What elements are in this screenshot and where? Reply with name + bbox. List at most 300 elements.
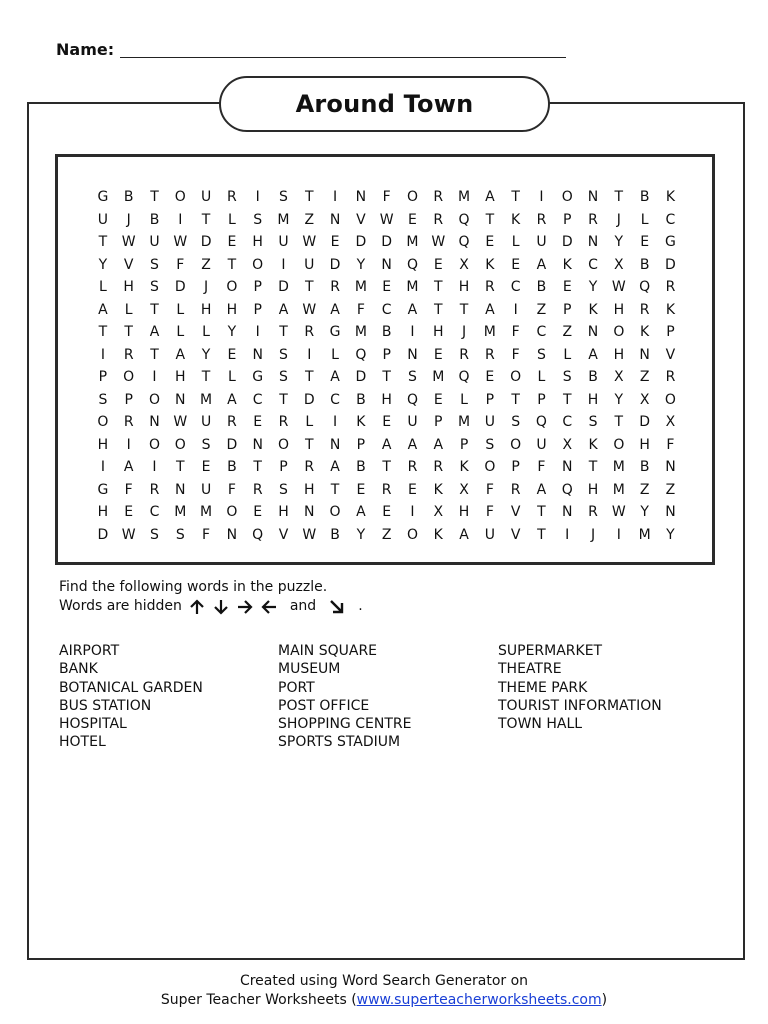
grid-letter[interactable]: O	[406, 189, 418, 205]
grid-letter[interactable]: I	[513, 301, 518, 318]
grid-letter[interactable]: D	[200, 234, 212, 250]
grid-letter[interactable]: C	[562, 414, 573, 430]
grid-letter[interactable]: O	[174, 189, 186, 205]
grid-letter[interactable]: T	[433, 301, 443, 318]
grid-letter[interactable]: U	[278, 234, 289, 250]
grid-letter[interactable]: H	[200, 301, 212, 318]
grid-letter[interactable]: B	[149, 211, 160, 228]
grid-letter[interactable]: Y	[640, 504, 649, 520]
grid-letter[interactable]: W	[611, 279, 626, 295]
grid-letter[interactable]: W	[431, 234, 446, 250]
grid-letter[interactable]: K	[433, 526, 443, 543]
grid-letter[interactable]: P	[382, 346, 391, 363]
grid-letter[interactable]: N	[587, 324, 599, 340]
grid-letter[interactable]: O	[329, 504, 341, 520]
grid-letter[interactable]: S	[150, 279, 159, 295]
grid-letter[interactable]: B	[356, 459, 366, 475]
grid-letter[interactable]: L	[563, 346, 572, 363]
grid-letter[interactable]: I	[178, 211, 183, 228]
grid-letter[interactable]: O	[148, 436, 160, 453]
grid-letter[interactable]: C	[510, 279, 521, 295]
grid-letter[interactable]: P	[98, 369, 108, 385]
grid-letter[interactable]: R	[407, 459, 418, 475]
grid-letter[interactable]: M	[174, 504, 187, 520]
grid-letter[interactable]: I	[281, 256, 286, 273]
grid-letter[interactable]: C	[665, 211, 676, 228]
grid-letter[interactable]: A	[536, 256, 547, 273]
grid-letter[interactable]: S	[279, 481, 288, 498]
grid-letter[interactable]: X	[614, 369, 624, 385]
grid-letter[interactable]: R	[227, 189, 237, 205]
grid-letter[interactable]: U	[407, 414, 418, 430]
grid-letter[interactable]: M	[354, 279, 367, 295]
grid-letter[interactable]: W	[121, 234, 136, 250]
grid-letter[interactable]: N	[329, 436, 341, 453]
grid-letter[interactable]: B	[330, 526, 340, 543]
grid-letter[interactable]: T	[485, 211, 495, 228]
grid-letter[interactable]: B	[227, 459, 237, 475]
grid-letter[interactable]: B	[639, 256, 650, 273]
grid-letter[interactable]: R	[123, 346, 134, 363]
grid-letter[interactable]: K	[562, 256, 572, 273]
grid-letter[interactable]: G	[665, 234, 676, 250]
grid-letter[interactable]: E	[485, 369, 495, 385]
grid-letter[interactable]: B	[381, 324, 392, 340]
grid-letter[interactable]: E	[433, 256, 443, 273]
grid-letter[interactable]: E	[408, 211, 417, 228]
grid-letter[interactable]: H	[381, 391, 392, 408]
grid-letter[interactable]: C	[149, 504, 160, 520]
grid-letter[interactable]: C	[252, 391, 263, 408]
grid-letter[interactable]: K	[640, 324, 650, 340]
grid-letter[interactable]: V	[510, 526, 521, 543]
grid-letter[interactable]: L	[227, 369, 236, 385]
grid-letter[interactable]: O	[561, 189, 573, 205]
grid-letter[interactable]: S	[408, 369, 417, 385]
grid-letter[interactable]: T	[562, 391, 572, 408]
grid-letter[interactable]: R	[459, 346, 469, 363]
grid-letter[interactable]: S	[253, 211, 263, 228]
grid-letter[interactable]: O	[97, 414, 109, 430]
grid-letter[interactable]: N	[252, 346, 263, 363]
grid-letter[interactable]: D	[355, 234, 367, 250]
grid-letter[interactable]: R	[639, 301, 650, 318]
grid-letter[interactable]: L	[98, 279, 107, 295]
grid-letter[interactable]: F	[227, 481, 236, 498]
grid-letter[interactable]: B	[536, 279, 547, 295]
grid-letter[interactable]: W	[379, 211, 394, 228]
grid-letter[interactable]: B	[639, 459, 650, 475]
grid-letter[interactable]: O	[226, 279, 238, 295]
grid-letter[interactable]: P	[563, 211, 572, 228]
grid-letter[interactable]: A	[356, 504, 366, 520]
grid-letter[interactable]: W	[302, 526, 317, 543]
grid-letter[interactable]: X	[459, 481, 469, 498]
grid-letter[interactable]: W	[173, 234, 188, 250]
grid-letter[interactable]: T	[279, 324, 288, 340]
grid-letter[interactable]: A	[98, 301, 108, 318]
grid-letter[interactable]: M	[354, 324, 367, 340]
grid-letter[interactable]: S	[201, 436, 211, 453]
grid-letter[interactable]: I	[410, 324, 415, 340]
grid-letter[interactable]: Z	[201, 256, 211, 273]
grid-letter[interactable]: F	[485, 481, 494, 498]
grid-letter[interactable]: H	[639, 436, 650, 453]
grid-letter[interactable]: D	[97, 526, 109, 543]
grid-letter[interactable]: I	[152, 459, 157, 475]
grid-letter[interactable]: A	[485, 189, 495, 205]
grid-letter[interactable]: D	[355, 369, 367, 385]
grid-letter[interactable]: K	[459, 459, 469, 475]
grid-letter[interactable]: T	[588, 459, 598, 475]
grid-letter[interactable]: A	[381, 436, 392, 453]
grid-letter[interactable]: D	[381, 234, 393, 250]
grid-letter[interactable]: K	[665, 301, 676, 318]
grid-letter[interactable]: D	[226, 436, 238, 453]
grid-letter[interactable]: S	[98, 391, 108, 408]
grid-letter[interactable]: D	[665, 256, 676, 273]
grid-letter[interactable]: N	[639, 346, 650, 363]
grid-letter[interactable]: H	[458, 279, 470, 295]
grid-letter[interactable]: I	[100, 459, 105, 475]
grid-letter[interactable]: P	[434, 414, 443, 430]
grid-letter[interactable]: U	[536, 234, 547, 250]
grid-letter[interactable]: T	[537, 526, 546, 543]
grid-letter[interactable]: H	[613, 346, 625, 363]
grid-letter[interactable]: T	[150, 189, 159, 205]
grid-letter[interactable]: F	[485, 504, 494, 520]
grid-letter[interactable]: I	[333, 414, 338, 430]
grid-letter[interactable]: I	[100, 346, 105, 363]
grid-letter[interactable]: I	[126, 436, 131, 453]
grid-letter[interactable]: W	[611, 504, 626, 520]
grid-letter[interactable]: E	[227, 346, 237, 363]
grid-letter[interactable]: B	[123, 189, 134, 205]
grid-letter[interactable]: R	[149, 481, 160, 498]
grid-letter[interactable]: N	[175, 391, 186, 408]
grid-letter[interactable]: N	[175, 481, 186, 498]
grid-letter[interactable]: R	[536, 211, 547, 228]
grid-letter[interactable]: M	[458, 189, 471, 205]
grid-letter[interactable]: U	[484, 526, 495, 543]
grid-letter[interactable]: P	[459, 436, 469, 453]
grid-letter[interactable]: K	[356, 414, 366, 430]
grid-letter[interactable]: M	[432, 369, 445, 385]
grid-letter[interactable]: H	[97, 504, 109, 520]
grid-letter[interactable]: O	[613, 324, 625, 340]
grid-letter[interactable]: E	[253, 504, 263, 520]
grid-letter[interactable]: R	[588, 211, 598, 228]
grid-letter[interactable]: T	[150, 301, 159, 318]
grid-letter[interactable]: P	[537, 391, 546, 408]
grid-letter[interactable]: R	[304, 324, 315, 340]
grid-letter[interactable]: N	[252, 436, 263, 453]
grid-letter[interactable]: N	[665, 504, 676, 520]
grid-letter[interactable]: V	[356, 211, 366, 228]
grid-letter[interactable]: L	[202, 324, 210, 340]
grid-letter[interactable]: M	[612, 459, 625, 475]
grid-letter[interactable]: Q	[458, 211, 470, 228]
grid-letter[interactable]: T	[382, 369, 391, 385]
grid-letter[interactable]: K	[433, 481, 443, 498]
grid-letter[interactable]: U	[484, 414, 495, 430]
grid-letter[interactable]: N	[587, 234, 599, 250]
grid-letter[interactable]: L	[176, 301, 185, 318]
grid-letter[interactable]: W	[302, 301, 317, 318]
grid-letter[interactable]: I	[307, 346, 312, 363]
grid-letter[interactable]: T	[201, 369, 211, 385]
grid-letter[interactable]: U	[304, 256, 315, 273]
grid-letter[interactable]: H	[587, 481, 599, 498]
grid-letter[interactable]: H	[432, 324, 444, 340]
grid-letter[interactable]: T	[98, 324, 108, 340]
grid-letter[interactable]: Y	[614, 391, 624, 408]
grid-letter[interactable]: H	[252, 234, 263, 250]
grid-letter[interactable]: Y	[356, 256, 366, 273]
grid-letter[interactable]: D	[329, 256, 341, 273]
grid-letter[interactable]: D	[174, 279, 186, 295]
grid-letter[interactable]: L	[331, 346, 339, 363]
grid-letter[interactable]: S	[150, 526, 159, 543]
grid-letter[interactable]: N	[665, 459, 676, 475]
grid-letter[interactable]: K	[588, 436, 598, 453]
grid-letter[interactable]: Z	[304, 211, 315, 228]
grid-letter[interactable]: T	[382, 459, 391, 475]
grid-letter[interactable]: U	[200, 189, 212, 205]
grid-letter[interactable]: I	[255, 189, 260, 205]
grid-letter[interactable]: E	[227, 234, 237, 250]
grid-letter[interactable]: M	[200, 504, 213, 520]
grid-letter[interactable]: M	[458, 414, 471, 430]
grid-letter[interactable]: J	[204, 279, 209, 295]
grid-letter[interactable]: B	[356, 391, 366, 408]
grid-letter[interactable]: C	[588, 256, 598, 273]
grid-letter[interactable]: T	[304, 189, 314, 205]
grid-letter[interactable]: P	[124, 391, 133, 408]
grid-letter[interactable]: P	[666, 324, 675, 340]
grid-letter[interactable]: T	[253, 459, 262, 475]
grid-letter[interactable]: S	[279, 369, 288, 385]
grid-letter[interactable]: R	[665, 369, 676, 385]
grid-letter[interactable]: M	[277, 211, 290, 228]
grid-letter[interactable]: D	[639, 414, 651, 430]
grid-letter[interactable]: R	[252, 481, 263, 498]
grid-letter[interactable]: I	[333, 189, 338, 205]
grid-letter[interactable]: Z	[536, 301, 547, 318]
grid-letter[interactable]: S	[150, 256, 159, 273]
grid-letter[interactable]: T	[304, 369, 314, 385]
grid-letter[interactable]: H	[97, 436, 109, 453]
grid-letter[interactable]: Q	[252, 526, 264, 543]
grid-letter[interactable]: O	[252, 256, 264, 273]
grid-letter[interactable]: R	[588, 504, 598, 520]
grid-letter[interactable]: O	[510, 369, 522, 385]
grid-letter[interactable]: E	[253, 414, 263, 430]
grid-letter[interactable]: K	[485, 256, 495, 273]
grid-letter[interactable]: A	[227, 391, 237, 408]
grid-letter[interactable]: O	[406, 526, 418, 543]
grid-letter[interactable]: I	[565, 526, 570, 543]
grid-letter[interactable]: G	[329, 324, 341, 340]
grid-letter[interactable]: Q	[639, 279, 651, 295]
grid-letter[interactable]: S	[485, 436, 495, 453]
grid-letter[interactable]: D	[278, 279, 289, 295]
grid-letter[interactable]: G	[97, 189, 109, 205]
grid-letter[interactable]: C	[381, 301, 392, 318]
grid-letter[interactable]: V	[278, 526, 289, 543]
grid-letter[interactable]: U	[149, 234, 160, 250]
grid-letter[interactable]: R	[381, 481, 392, 498]
grid-letter[interactable]: C	[330, 391, 340, 408]
grid-letter[interactable]: Q	[458, 234, 470, 250]
grid-letter[interactable]: E	[511, 256, 521, 273]
grid-letter[interactable]: Q	[561, 481, 573, 498]
grid-letter[interactable]: X	[665, 414, 676, 430]
grid-letter[interactable]: M	[638, 526, 651, 543]
grid-letter[interactable]: F	[511, 324, 520, 340]
grid-letter[interactable]: O	[510, 436, 522, 453]
grid-letter[interactable]: O	[277, 436, 289, 453]
grid-letter[interactable]: T	[511, 189, 520, 205]
grid-letter[interactable]: E	[433, 346, 443, 363]
grid-letter[interactable]: N	[587, 189, 599, 205]
grid-letter[interactable]: A	[175, 346, 186, 363]
grid-letter[interactable]: L	[305, 414, 314, 430]
name-blank-line[interactable]	[120, 57, 566, 58]
grid-letter[interactable]: Y	[201, 346, 211, 363]
grid-letter[interactable]: T	[537, 504, 546, 520]
grid-letter[interactable]: T	[201, 211, 211, 228]
grid-letter[interactable]: R	[433, 459, 444, 475]
grid-letter[interactable]: J	[461, 324, 467, 340]
grid-letter[interactable]: J	[126, 211, 131, 228]
grid-letter[interactable]: T	[124, 324, 133, 340]
grid-letter[interactable]: L	[640, 211, 649, 228]
grid-letter[interactable]: O	[148, 391, 160, 408]
grid-letter[interactable]: A	[588, 346, 598, 363]
grid-letter[interactable]: O	[664, 391, 676, 408]
grid-letter[interactable]: A	[536, 481, 547, 498]
grid-letter[interactable]: A	[433, 436, 444, 453]
grid-letter[interactable]: R	[665, 279, 676, 295]
grid-letter[interactable]: T	[279, 391, 288, 408]
grid-letter[interactable]: Q	[406, 256, 418, 273]
grid-letter[interactable]: T	[433, 279, 443, 295]
grid-letter[interactable]: U	[200, 481, 212, 498]
grid-letter[interactable]: E	[201, 459, 211, 475]
grid-letter[interactable]: A	[330, 369, 340, 385]
grid-letter[interactable]: N	[226, 526, 238, 543]
grid-letter[interactable]: L	[227, 211, 236, 228]
grid-letter[interactable]: L	[176, 324, 185, 340]
grid-letter[interactable]: T	[459, 301, 469, 318]
grid-letter[interactable]: P	[485, 391, 495, 408]
grid-letter[interactable]: M	[200, 391, 213, 408]
grid-letter[interactable]: W	[121, 526, 136, 543]
grid-letter[interactable]: Y	[588, 279, 598, 295]
grid-letter[interactable]: R	[123, 414, 134, 430]
grid-letter[interactable]: M	[612, 481, 625, 498]
grid-letter[interactable]: H	[175, 369, 186, 385]
grid-letter[interactable]: X	[639, 391, 650, 408]
grid-letter[interactable]: E	[433, 391, 443, 408]
grid-letter[interactable]: S	[562, 369, 572, 385]
grid-letter[interactable]: Q	[355, 346, 367, 363]
grid-letter[interactable]: H	[587, 391, 599, 408]
grid-letter[interactable]: P	[511, 459, 520, 475]
grid-letter[interactable]: M	[406, 279, 419, 295]
grid-letter[interactable]: T	[176, 459, 185, 475]
grid-letter[interactable]: Z	[562, 324, 573, 340]
grid-letter[interactable]: R	[433, 189, 444, 205]
grid-letter[interactable]: A	[407, 436, 418, 453]
grid-letter[interactable]: E	[330, 234, 340, 250]
grid-letter[interactable]: H	[613, 301, 625, 318]
grid-letter[interactable]: E	[382, 414, 392, 430]
grid-letter[interactable]: N	[355, 189, 367, 205]
grid-letter[interactable]: N	[304, 504, 315, 520]
grid-letter[interactable]: S	[511, 414, 521, 430]
grid-letter[interactable]: T	[304, 436, 314, 453]
grid-letter[interactable]: C	[536, 324, 547, 340]
grid-letter[interactable]: R	[433, 211, 444, 228]
grid-letter[interactable]: R	[227, 414, 237, 430]
grid-letter[interactable]: R	[484, 279, 495, 295]
grid-letter[interactable]: A	[330, 459, 340, 475]
grid-letter[interactable]: E	[408, 481, 417, 498]
grid-letter[interactable]: R	[278, 414, 289, 430]
grid-letter[interactable]: E	[562, 279, 572, 295]
grid-letter[interactable]: K	[511, 211, 521, 228]
grid-letter[interactable]: I	[539, 189, 544, 205]
grid-letter[interactable]: A	[123, 459, 134, 475]
grid-letter[interactable]: P	[279, 459, 288, 475]
grid-letter[interactable]: J	[590, 526, 596, 543]
grid-letter[interactable]: L	[511, 234, 520, 250]
grid-letter[interactable]: Y	[227, 324, 237, 340]
grid-letter[interactable]: I	[410, 504, 415, 520]
grid-letter[interactable]: Z	[381, 526, 392, 543]
grid-letter[interactable]: S	[537, 346, 546, 363]
grid-letter[interactable]: P	[253, 279, 262, 295]
grid-letter[interactable]: E	[356, 481, 366, 498]
grid-letter[interactable]: X	[614, 256, 624, 273]
grid-letter[interactable]: X	[459, 256, 469, 273]
grid-letter[interactable]: Z	[639, 481, 650, 498]
grid-letter[interactable]: N	[562, 459, 573, 475]
grid-letter[interactable]: W	[173, 414, 188, 430]
grid-letter[interactable]: E	[640, 234, 650, 250]
grid-letter[interactable]: N	[329, 211, 341, 228]
grid-letter[interactable]: A	[330, 301, 340, 318]
grid-letter[interactable]: S	[175, 526, 185, 543]
grid-letter[interactable]: F	[202, 526, 211, 543]
grid-letter[interactable]: V	[510, 504, 521, 520]
grid-letter[interactable]: I	[616, 526, 621, 543]
grid-letter[interactable]: O	[123, 369, 135, 385]
grid-letter[interactable]: E	[382, 504, 392, 520]
grid-letter[interactable]: T	[304, 279, 314, 295]
grid-letter[interactable]: R	[304, 459, 315, 475]
grid-letter[interactable]: H	[304, 481, 315, 498]
grid-letter[interactable]: R	[510, 481, 521, 498]
grid-letter[interactable]: S	[279, 189, 288, 205]
grid-letter[interactable]: T	[150, 346, 159, 363]
grid-letter[interactable]: J	[616, 211, 621, 228]
grid-letter[interactable]: T	[614, 414, 624, 430]
grid-letter[interactable]: Y	[98, 256, 108, 273]
grid-letter[interactable]: F	[124, 481, 133, 498]
